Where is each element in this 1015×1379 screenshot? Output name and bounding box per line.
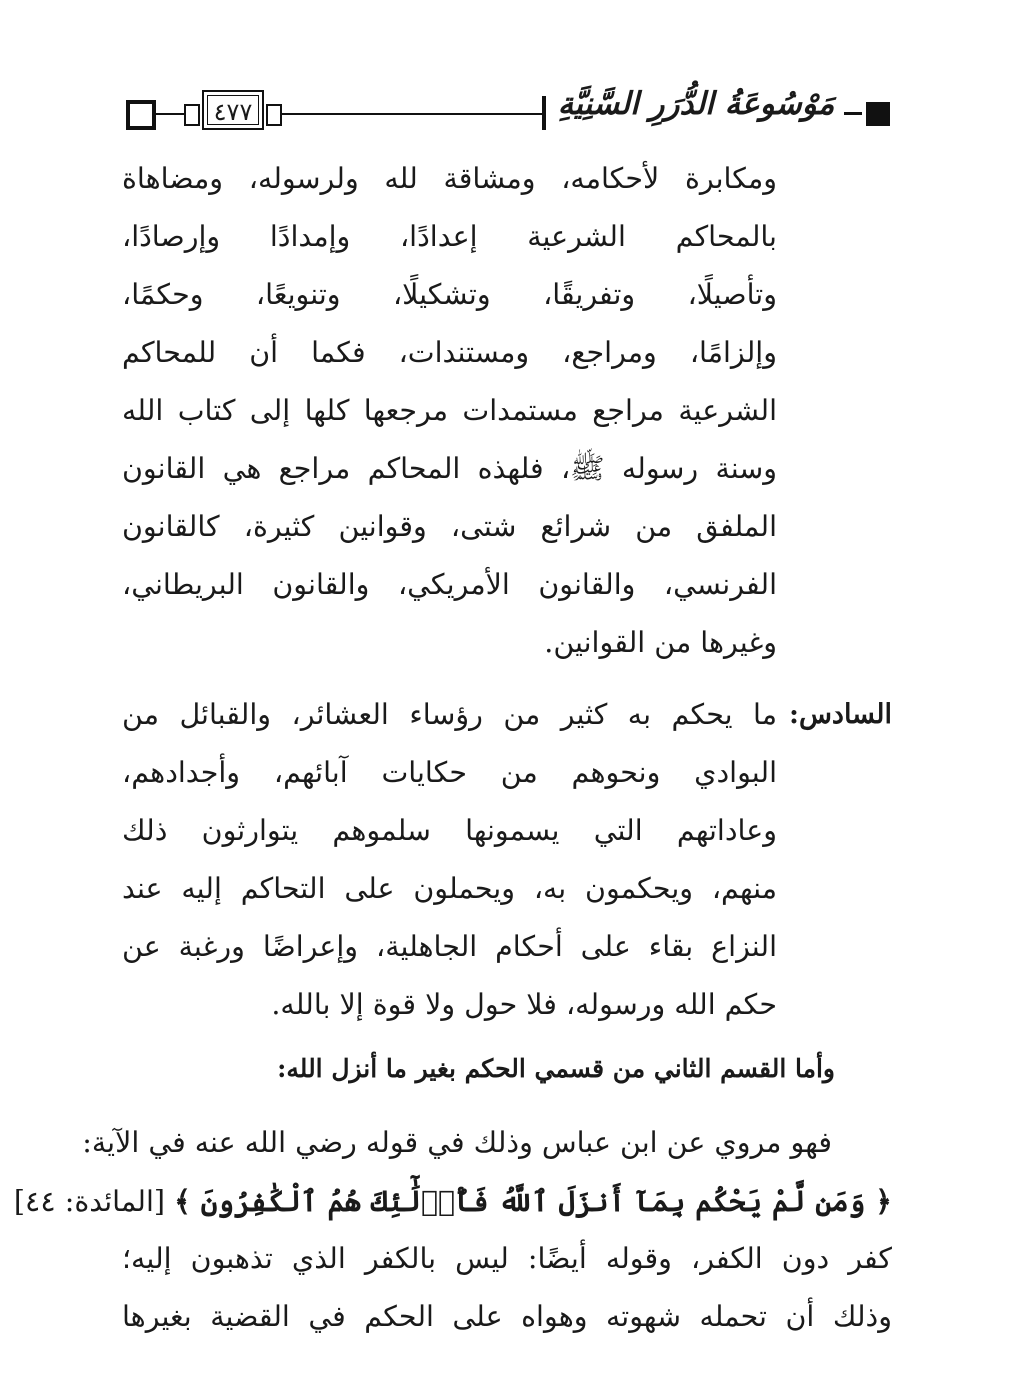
text-line: الملفق من شرائع شتى، وقوانين كثيرة، كالقانون xyxy=(122,510,777,543)
ornament-knot xyxy=(266,104,282,126)
text-line: ما يحكم به كثير من رؤساء العشائر، والقبائل من xyxy=(122,698,777,731)
text-line: النزاع بقاء على أحكام الجاهلية، وإعراضًا ورغبة عن xyxy=(122,930,777,963)
text-line: فهو مروي عن ابن عباس وذلك في قوله رضي الله عنه في الآية: xyxy=(82,1126,832,1159)
verse-reference: [المائدة: ٤٤] xyxy=(13,1185,166,1218)
text-line: وسنة رسوله ﷺ، فلهذه المحاكم مراجع هي القانون xyxy=(122,452,777,485)
text-line: وغيرها من القوانين. xyxy=(544,626,777,659)
ornament-bar xyxy=(542,96,546,130)
text-line: بالمحاكم الشرعية إعدادًا، وإمدادًا وإرصادًا، xyxy=(122,220,777,253)
text-line: الشرعية مراجع مستمدات مرجعها كلها إلى كتاب الله xyxy=(122,394,777,427)
verse-line xyxy=(13,1172,892,1230)
text-line: وإلزامًا، ومراجع، ومستندات، فكما أن للمحاكم xyxy=(122,336,777,369)
series-title: مَوْسُوعَةُ الدُّرَرِ السَّنِيَّةِ xyxy=(557,86,835,122)
quran-verse: ﴿ وَمَن لَّمْ يَحْكُم بِمَآ أَنزَلَ ٱللَّهُ فَأُو۟لَٰٓئِكَ هُمُ ٱلْكَٰفِرُونَ ﴾ xyxy=(174,1184,892,1218)
section-heading: وأما القسم الثاني من قسمي الحكم بغير ما أنزل الله: xyxy=(277,1054,835,1083)
item-label-sixth: السادس: xyxy=(789,699,892,730)
page-header xyxy=(122,82,892,142)
text-line: وذلك أن تحمله شهوته وهواه على الحكم في القضية بغيرها xyxy=(122,1300,892,1333)
ornament-rule xyxy=(280,113,544,115)
text-line: البوادي ونحوهم من حكايات آبائهم، وأجدادهم، xyxy=(122,756,777,789)
page-number-frame xyxy=(202,90,264,130)
page-number: ٤٧٧ xyxy=(213,98,253,126)
ornament-rule xyxy=(156,113,186,115)
text-line: وتأصيلًا، وتفريقًا، وتشكيلًا، وتنويعًا، وحكمًا، xyxy=(122,278,777,311)
ornament-square-right xyxy=(866,102,890,126)
text-line: وعاداتهم التي يسمونها سلموهم يتوارثون ذلك xyxy=(122,814,777,847)
text-line: ومكابرة لأحكامه، ومشاقة لله ولرسوله، ومضاهاة xyxy=(122,162,777,195)
text-line: الفرنسي، والقانون الأمريكي، والقانون البريطاني، xyxy=(122,568,777,601)
paragraph-continuation xyxy=(122,150,777,672)
paragraph-second-part xyxy=(13,1114,892,1346)
ornament-rule xyxy=(844,112,862,115)
text-line: منهم، ويحكمون به، ويحملون على التحاكم إليه عند xyxy=(122,872,777,905)
paragraph-sixth xyxy=(122,686,777,1034)
ornament-knot xyxy=(184,104,200,126)
text-line: كفر دون الكفر، وقوله أيضًا: ليس بالكفر الذي تذهبون إليه؛ xyxy=(122,1242,892,1275)
text-line: حكم الله ورسوله، فلا حول ولا قوة إلا بالله. xyxy=(271,988,777,1021)
ornament-square-left xyxy=(126,100,156,130)
